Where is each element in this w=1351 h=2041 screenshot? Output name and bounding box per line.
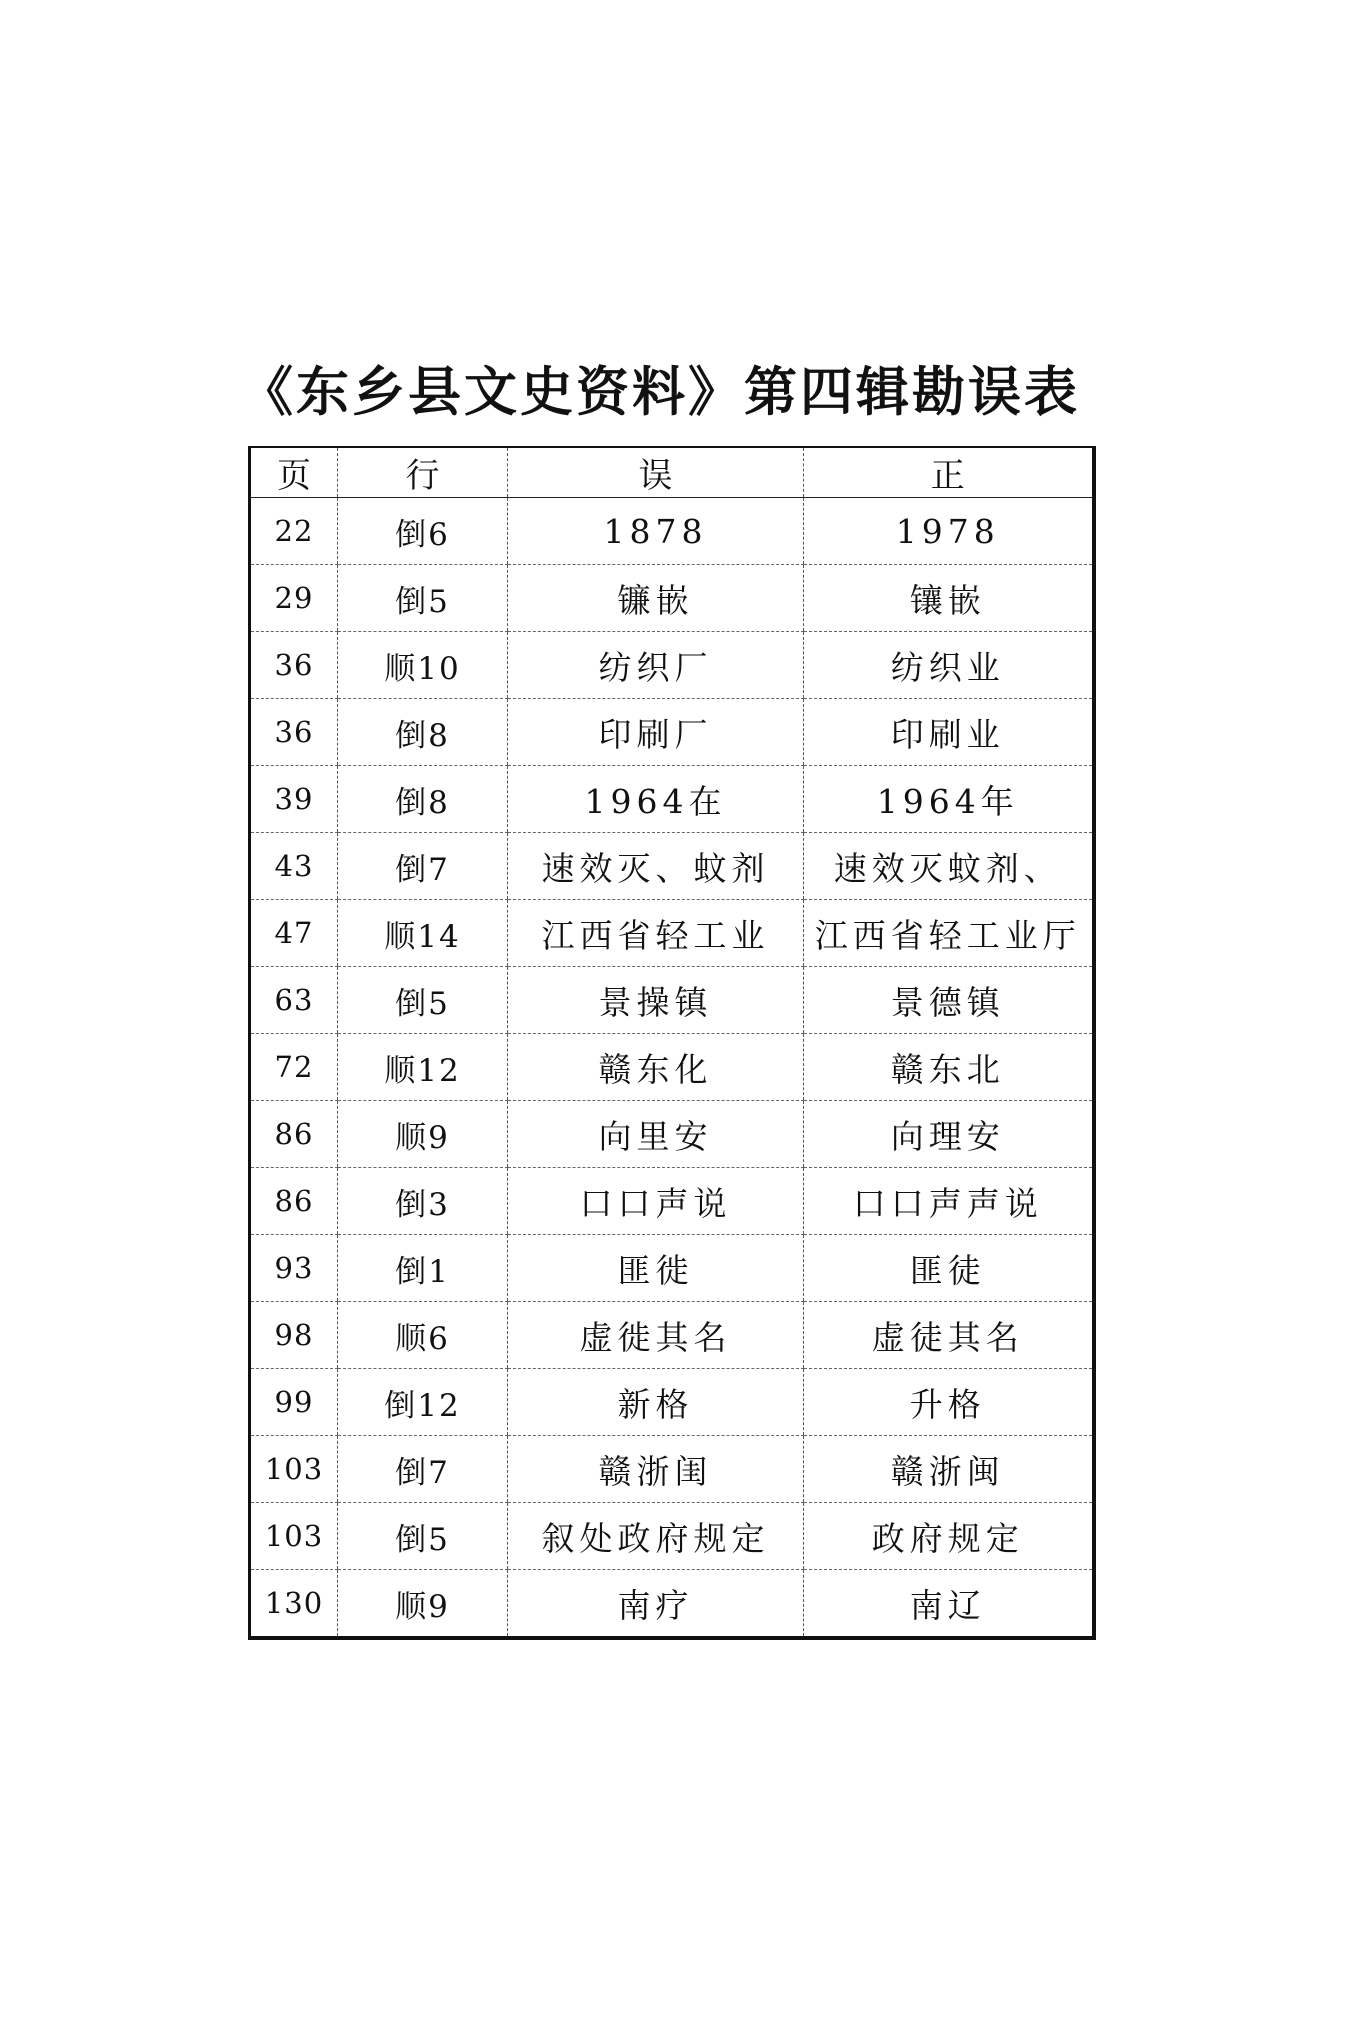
cell-page: 99 — [250, 1369, 338, 1436]
cell-correct: 1964年 — [804, 766, 1094, 833]
cell-wrong: 镰嵌 — [508, 565, 804, 632]
table-header-row — [250, 447, 1094, 498]
table-row — [250, 967, 1094, 1034]
cell-wrong: 江西省轻工业 — [508, 900, 804, 967]
cell-wrong: 匪徙 — [508, 1235, 804, 1302]
cell-correct: 政府规定 — [804, 1503, 1094, 1570]
cell-line: 倒1 — [338, 1235, 508, 1302]
table-row — [250, 900, 1094, 967]
page-title: 《东乡县文史资料》第四辑勘误表 — [240, 362, 1080, 423]
cell-page: 63 — [250, 967, 338, 1034]
cell-page: 72 — [250, 1034, 338, 1101]
cell-correct: 1978 — [804, 498, 1094, 565]
table-row — [250, 498, 1094, 565]
cell-correct: 镶嵌 — [804, 565, 1094, 632]
table-row — [250, 1436, 1094, 1503]
cell-line: 顺9 — [338, 1570, 508, 1639]
cell-wrong: 向里安 — [508, 1101, 804, 1168]
table-row — [250, 1570, 1094, 1639]
cell-page: 86 — [250, 1168, 338, 1235]
cell-line: 倒5 — [338, 565, 508, 632]
cell-line: 倒5 — [338, 1503, 508, 1570]
cell-correct: 纺织业 — [804, 632, 1094, 699]
cell-wrong: 叙处政府规定 — [508, 1503, 804, 1570]
cell-correct: 升格 — [804, 1369, 1094, 1436]
cell-correct: 景德镇 — [804, 967, 1094, 1034]
table-row — [250, 833, 1094, 900]
header-correct: 正 — [804, 447, 1094, 498]
cell-wrong: 赣浙闺 — [508, 1436, 804, 1503]
cell-wrong: 速效灭、蚊剂 — [508, 833, 804, 900]
table-row — [250, 1503, 1094, 1570]
header-line: 行 — [338, 447, 508, 498]
cell-page: 93 — [250, 1235, 338, 1302]
table-row — [250, 1168, 1094, 1235]
cell-line: 顺9 — [338, 1101, 508, 1168]
header-wrong: 误 — [508, 447, 804, 498]
cell-page: 36 — [250, 632, 338, 699]
cell-line: 倒7 — [338, 1436, 508, 1503]
cell-correct: 向理安 — [804, 1101, 1094, 1168]
cell-wrong: 纺织厂 — [508, 632, 804, 699]
table-row — [250, 565, 1094, 632]
cell-wrong: 新格 — [508, 1369, 804, 1436]
cell-line: 倒3 — [338, 1168, 508, 1235]
table-row — [250, 1369, 1094, 1436]
cell-line: 倒6 — [338, 498, 508, 565]
table-row — [250, 632, 1094, 699]
table-row — [250, 1101, 1094, 1168]
cell-wrong: 1878 — [508, 498, 804, 565]
table-row — [250, 766, 1094, 833]
cell-line: 顺10 — [338, 632, 508, 699]
errata-table — [248, 446, 1096, 1640]
cell-line: 倒8 — [338, 766, 508, 833]
cell-page: 39 — [250, 766, 338, 833]
table-row — [250, 699, 1094, 766]
cell-correct: 速效灭蚊剂、 — [804, 833, 1094, 900]
cell-wrong: 印刷厂 — [508, 699, 804, 766]
cell-page: 22 — [250, 498, 338, 565]
cell-wrong: 虚徙其名 — [508, 1302, 804, 1369]
cell-wrong: 1964在 — [508, 766, 804, 833]
cell-correct: 匪徒 — [804, 1235, 1094, 1302]
cell-page: 43 — [250, 833, 338, 900]
cell-correct: 口口声声说 — [804, 1168, 1094, 1235]
table-row — [250, 1034, 1094, 1101]
table-row — [250, 1302, 1094, 1369]
cell-line: 倒7 — [338, 833, 508, 900]
cell-line: 倒8 — [338, 699, 508, 766]
cell-page: 103 — [250, 1503, 338, 1570]
cell-correct: 南辽 — [804, 1570, 1094, 1639]
cell-line: 顺12 — [338, 1034, 508, 1101]
table-row — [250, 1235, 1094, 1302]
cell-page: 36 — [250, 699, 338, 766]
cell-page: 130 — [264, 1586, 324, 1620]
cell-correct: 赣东北 — [804, 1034, 1094, 1101]
cell-page: 47 — [250, 900, 338, 967]
cell-correct: 印刷业 — [804, 699, 1094, 766]
cell-line: 顺6 — [338, 1302, 508, 1369]
cell-line: 倒12 — [338, 1369, 508, 1436]
header-page: 页 — [250, 447, 338, 498]
cell-page: 29 — [250, 565, 338, 632]
cell-page: 103 — [250, 1436, 338, 1503]
cell-page: 98 — [250, 1302, 338, 1369]
cell-wrong: 南疗 — [508, 1570, 804, 1639]
cell-correct: 江西省轻工业厅 — [804, 900, 1094, 967]
cell-wrong: 赣东化 — [508, 1034, 804, 1101]
cell-page: 86 — [250, 1101, 338, 1168]
cell-wrong: 口口声说 — [508, 1168, 804, 1235]
cell-line: 倒5 — [338, 967, 508, 1034]
cell-wrong: 景操镇 — [508, 967, 804, 1034]
cell-line: 顺14 — [338, 900, 508, 967]
cell-correct: 赣浙闽 — [804, 1436, 1094, 1503]
cell-correct: 虚徒其名 — [804, 1302, 1094, 1369]
